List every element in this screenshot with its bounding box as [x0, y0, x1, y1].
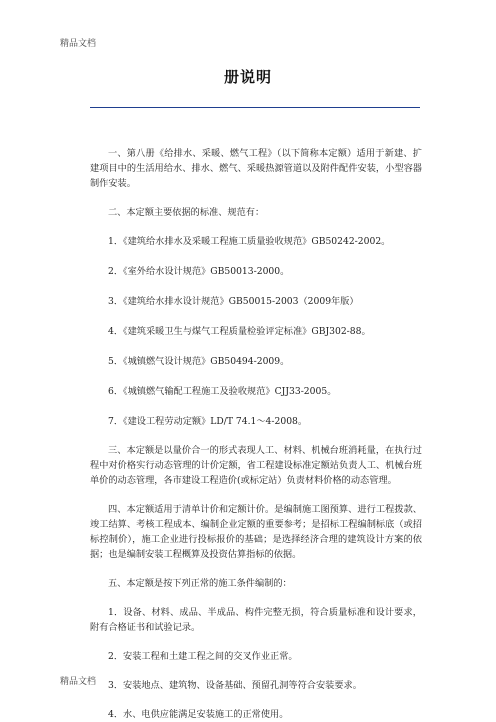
- paragraph-conditions-intro: 五、本定额是按下列正常的施工条件编制的：: [108, 578, 292, 589]
- list-item: 4．《建筑采暖卫生与煤气工程质量检验评定标准》GBJ302-88。: [108, 326, 371, 337]
- list-item: 6．《城镇燃气输配工程施工及验收规范》CJJ33-2005。: [108, 386, 337, 397]
- list-item: 3．《建筑给水排水设计规范》GB50015-2003（2009年版）: [108, 296, 359, 307]
- list-item: 1．《建筑给水排水及采暖工程施工质量验收规范》GB50242-2002。: [108, 236, 391, 247]
- document-body: [90, 146, 422, 722]
- paragraph-standards-intro: 二、本定额主要依据的标准、规范有：: [108, 207, 265, 218]
- standards-list: [90, 234, 422, 429]
- list-item: 2．《室外给水设计规范》GB50013-2000。: [108, 266, 290, 277]
- list-item: 4．水、电供应能满足安装施工的正常使用。: [108, 709, 289, 720]
- title-divider: [90, 107, 420, 108]
- paragraph-application: 四、本定额适用于清单计价和定额计价。是编制施工图预算、进行工程拨款、竣工结算、考核工程成本、编制企业定额的重要参考；是招标工程编制标底（或招标控制价），施工企业进行投标报价的基础；是选择经济合理的建筑设计方案的依据；也是编制安装工程概算及投资估算指标的依据。: [90, 504, 422, 560]
- page-title: 册说明: [223, 68, 272, 86]
- paragraph-scope: 一、第八册《给排水、采暖、燃气工程》（以下简称本定额）适用于新建、扩建项目中的生活用给水、排水、燃气、采暖热源管道以及附件配件安装，小型容器制作安装。: [90, 148, 422, 189]
- list-item: 3．安装地点、建筑物、设备基础、预留孔洞等符合安装要求。: [108, 680, 362, 691]
- list-item: 7．《建设工程劳动定额》LD/T 74.1～4-2008。: [108, 416, 308, 427]
- footer-label: 精品文档: [60, 677, 97, 687]
- list-item: 5．《城镇燃气设计规范》GB50494-2009。: [108, 356, 290, 367]
- paragraph-pricing: 三、本定额是以量价合一的形式表现人工、材料、机械台班消耗量，在执行过程中对价格实行动态管理的计价定额，省工程建设标准定额站负责人工、机械台班单价的动态管理，各市建设工程造价(或标定站）负责材料价格的动态管理。: [90, 445, 422, 486]
- list-item: 2．安装工程和土建工程之间的交叉作业正常。: [108, 651, 298, 662]
- conditions-list: [90, 605, 422, 722]
- list-item: 1．设备、材料、成品、半成品、构件完整无损，符合质量标准和设计要求，附有合格证书和试验记录。: [90, 607, 422, 633]
- header-label: 精品文档: [60, 39, 97, 49]
